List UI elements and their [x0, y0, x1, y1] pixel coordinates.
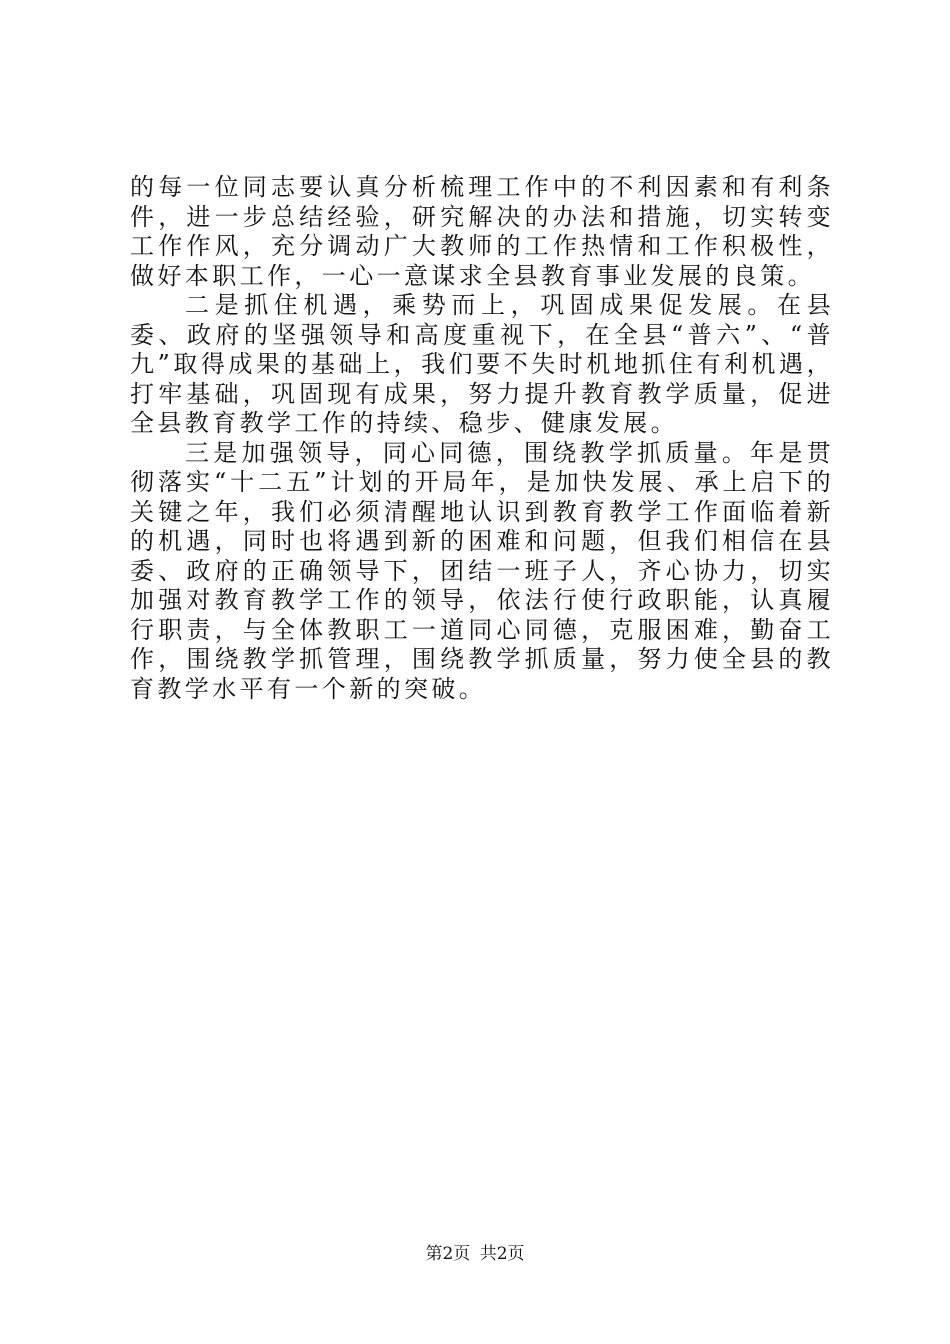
page-total: 共2页: [479, 1244, 525, 1264]
page-footer: [0, 1243, 950, 1265]
paragraph-continuation: 的每一位同志要认真分析梳理工作中的不利因素和有利条件，进一步总结经验，研究解决的办法和措施，切实转变工作作风，充分调动广大教师的工作热情和工作积极性，做好本职工作，一心一意谋求全县教育事业发展的良策。: [130, 173, 834, 290]
paragraph-point-two: 二是抓住机遇，乘势而上，巩固成果促发展。在县委、政府的坚强领导和高度重视下，在全县“普六”、“普九”取得成果的基础上，我们要不失时机地抓住有利机遇，打牢基础，巩固现有成果，努力提升教育教学质量，促进全县教育教学工作的持续、稳步、健康发展。: [130, 291, 834, 437]
paragraph-point-three: 三是加强领导，同心同德，围绕教学抓质量。年是贯彻落实“十二五”计划的开局年，是加快发展、承上启下的关键之年，我们必须清醒地认识到教育教学工作面临着新的机遇，同时也将遇到新的困难和问题，但我们相信在县委、政府的正确领导下，团结一班子人，齐心协力，切实加强对教育教学工作的领导，依法行使行政职能，认真履行职责，与全体教职工一道同心同德，克服困难，勤奋工作，围绕教学抓管理，围绕教学抓质量，努力使全县的教育教学水平有一个新的突破。: [130, 438, 834, 703]
document-body: [130, 173, 834, 704]
page-number: 第2页: [425, 1244, 471, 1264]
